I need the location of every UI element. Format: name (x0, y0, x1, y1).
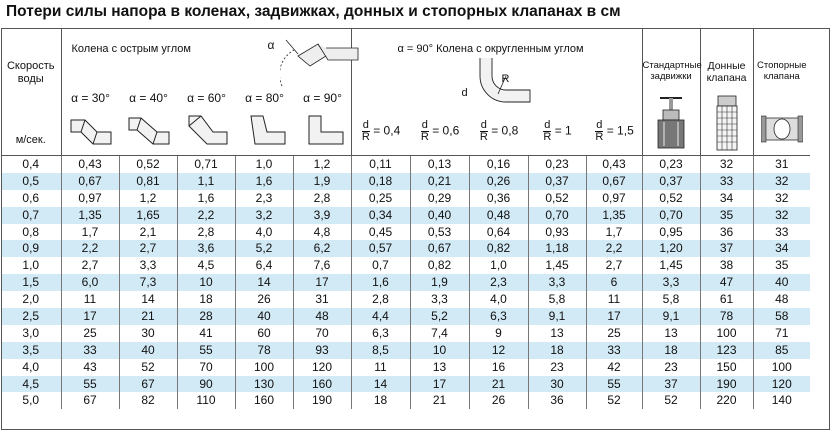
angle-80: α = 80° (245, 91, 284, 105)
loss-cell: 2,1 (119, 224, 177, 241)
loss-cell: 0,13 (410, 156, 469, 173)
loss-cell: 10 (177, 274, 235, 291)
loss-cell: 1,20 (642, 240, 700, 257)
sharp-elbows-label: Колена с острым углом (71, 43, 191, 55)
alpha-symbol: α (267, 38, 275, 52)
loss-cell: 78 (235, 342, 293, 359)
loss-cell: 0,40 (410, 207, 469, 224)
loss-cell: 55 (586, 376, 642, 393)
loss-cell: 17 (410, 376, 469, 393)
loss-cell: 1,6 (177, 190, 235, 207)
loss-cell: 190 (293, 392, 351, 409)
loss-cell: 6 (586, 274, 642, 291)
angle-40: α = 40° (129, 91, 168, 105)
loss-cell: 33 (586, 342, 642, 359)
loss-cell: 6,3 (469, 308, 528, 325)
loss-cell: 2,7 (119, 240, 177, 257)
loss-cell: 1,6 (235, 173, 293, 190)
std-valve-label-1: Стандартные (642, 60, 702, 71)
loss-cell: 13 (410, 359, 469, 376)
loss-cell: 40 (235, 308, 293, 325)
ratio-1: $\frac{d}{R} = 1$ (543, 119, 572, 143)
ratio-04: $\frac{d}{R} = 0,4$ (361, 119, 401, 143)
loss-cell: 18 (177, 291, 235, 308)
loss-cell: 23 (528, 359, 586, 376)
loss-cell: 33 (753, 224, 810, 241)
loss-cell: 0,82 (410, 257, 469, 274)
loss-cell: 34 (753, 240, 810, 257)
loss-cell: 0,25 (351, 190, 410, 207)
loss-cell: 0,53 (410, 224, 469, 241)
loss-cell: 43 (61, 359, 119, 376)
speed-cell: 3,5 (1, 342, 61, 359)
loss-cell: 23 (642, 359, 700, 376)
loss-cell: 26 (469, 392, 528, 409)
loss-cell: 0,45 (351, 224, 410, 241)
loss-cell: 1,6 (351, 274, 410, 291)
loss-cell: 0,21 (410, 173, 469, 190)
loss-cell: 100 (235, 359, 293, 376)
loss-cell: 41 (177, 325, 235, 342)
speed-cell: 0,7 (1, 207, 61, 224)
loss-cell: 2,3 (235, 190, 293, 207)
loss-cell: 33 (700, 173, 753, 190)
loss-cell: 160 (293, 376, 351, 393)
loss-cell: 52 (119, 359, 177, 376)
speed-cell: 0,4 (22, 156, 40, 171)
loss-cell: 25 (586, 325, 642, 342)
loss-cell: 0,23 (528, 156, 586, 173)
loss-cell: 0,52 (528, 190, 586, 207)
loss-cell: 78 (700, 308, 753, 325)
loss-cell: 13 (642, 325, 700, 342)
loss-cell: 31 (753, 156, 810, 173)
loss-cell: 5,2 (410, 308, 469, 325)
loss-cell: 1,0 (235, 156, 293, 173)
loss-cell: 3,3 (410, 291, 469, 308)
round-alpha: α = 90° (397, 43, 434, 55)
loss-cell: 33 (61, 342, 119, 359)
ratio-06: $\frac{d}{R} = 0,6$ (420, 119, 460, 143)
ratio-15: $\frac{d}{R} = 1,5$ (595, 119, 634, 143)
loss-cell: 3,3 (528, 274, 586, 291)
loss-cell: 1,7 (61, 224, 119, 241)
loss-cell: 1,1 (177, 173, 235, 190)
loss-cell: 4,5 (177, 257, 235, 274)
loss-cell: 0,11 (351, 156, 410, 173)
speed-unit: м/сек. (15, 134, 46, 146)
loss-cell: 11 (586, 291, 642, 308)
loss-cell: 220 (700, 392, 753, 409)
loss-cell: 14 (351, 376, 410, 393)
loss-cell: 0,57 (351, 240, 410, 257)
loss-cell: 4,8 (293, 224, 351, 241)
loss-cell: 70 (293, 325, 351, 342)
loss-cell: 21 (410, 392, 469, 409)
loss-cell: 61 (700, 291, 753, 308)
loss-cell: 67 (61, 392, 119, 409)
loss-cell: 0,52 (642, 190, 700, 207)
loss-cell: 40 (753, 274, 810, 291)
loss-cell: 0,26 (469, 173, 528, 190)
loss-cell: 120 (753, 376, 810, 393)
angle-90: α = 90° (303, 91, 342, 105)
std-valve-label-2: задвижки (650, 71, 692, 82)
loss-cell: 123 (700, 342, 753, 359)
loss-cell: 85 (753, 342, 810, 359)
speed-cell: 2,5 (1, 308, 61, 325)
loss-cell: 0,64 (469, 224, 528, 241)
loss-cell: 9 (469, 325, 528, 342)
loss-cell: 48 (753, 291, 810, 308)
loss-cell: 8,5 (351, 342, 410, 359)
loss-cell: 2,2 (61, 240, 119, 257)
loss-cell: 6,0 (61, 274, 119, 291)
loss-cell: 0,67 (61, 173, 119, 190)
table-title: Потери силы напора в коленах, задвижках, донных и стопорных клапанах в см (6, 3, 621, 20)
loss-cell: 0,95 (642, 224, 700, 241)
loss-cell: 18 (528, 342, 586, 359)
loss-cell: 3,3 (119, 257, 177, 274)
loss-cell: 0,16 (469, 156, 528, 173)
loss-cell: 2,2 (177, 207, 235, 224)
rounded-elbows-label: Колена с округленным углом (436, 43, 584, 55)
loss-cell: 37 (700, 240, 753, 257)
loss-cell: 35 (700, 207, 753, 224)
loss-cell: 100 (753, 359, 810, 376)
loss-cell: 0,93 (528, 224, 586, 241)
loss-cell: 52 (586, 392, 642, 409)
loss-cell: 5,8 (642, 291, 700, 308)
loss-cell: 7,6 (293, 257, 351, 274)
loss-cell: 36 (700, 224, 753, 241)
loss-cell: 11 (61, 291, 119, 308)
loss-cell: 55 (177, 342, 235, 359)
loss-cell: 0,29 (410, 190, 469, 207)
loss-cell: 32 (753, 173, 810, 190)
loss-cell: 32 (700, 156, 753, 173)
loss-cell: 16 (469, 359, 528, 376)
loss-cell: 21 (469, 376, 528, 393)
loss-cell: 1,2 (119, 190, 177, 207)
loss-cell: 5,8 (528, 291, 586, 308)
angle-30: α = 30° (71, 91, 110, 105)
round-d-label: d (461, 87, 468, 99)
loss-cell: 17 (61, 308, 119, 325)
loss-cell: 82 (119, 392, 177, 409)
loss-cell: 3,6 (177, 240, 235, 257)
loss-cell: 7,4 (410, 325, 469, 342)
loss-cell: 1,9 (410, 274, 469, 291)
loss-cell: 3,2 (235, 207, 293, 224)
speed-label-line1: Скорость (6, 60, 55, 72)
loss-cell: 2,7 (586, 257, 642, 274)
angle-60: α = 60° (187, 91, 226, 105)
loss-cell: 4,0 (235, 224, 293, 241)
loss-cell: 1,2 (293, 156, 351, 173)
loss-cell: 36 (528, 392, 586, 409)
loss-cell: 0,37 (642, 173, 700, 190)
loss-cell: 7,3 (119, 274, 177, 291)
bottom-valve-label-1: Донные (707, 60, 746, 72)
speed-cell: 4,0 (22, 359, 40, 374)
table-frame (1, 28, 830, 430)
loss-cell: 0,36 (469, 190, 528, 207)
speed-cell: 1,0 (22, 258, 40, 273)
loss-cell: 2,8 (293, 190, 351, 207)
loss-cell: 0,67 (586, 173, 642, 190)
loss-cell: 6,4 (235, 257, 293, 274)
speed-cell: 2,0 (22, 292, 40, 307)
loss-cell: 190 (700, 376, 753, 393)
loss-cell: 120 (293, 359, 351, 376)
stop-valve-label-2: клапана (763, 71, 800, 82)
ratio-08: $\frac{d}{R} = 0,8$ (479, 119, 519, 143)
loss-cell: 0,67 (410, 240, 469, 257)
loss-cell: 35 (753, 257, 810, 274)
loss-cell: 3,9 (293, 207, 351, 224)
loss-cell: 0,34 (351, 207, 410, 224)
loss-cell: 0,81 (119, 173, 177, 190)
loss-cell: 25 (61, 325, 119, 342)
loss-cell: 0,52 (119, 156, 177, 173)
loss-cell: 0,43 (586, 156, 642, 173)
loss-cell: 37 (642, 376, 700, 393)
loss-cell: 90 (177, 376, 235, 393)
loss-cell: 70 (177, 359, 235, 376)
loss-cell: 52 (642, 392, 700, 409)
loss-cell: 0,70 (642, 207, 700, 224)
speed-cell: 0,5 (1, 173, 61, 190)
loss-cell: 0,48 (469, 207, 528, 224)
round-R-label: R (501, 73, 510, 85)
loss-cell: 48 (293, 308, 351, 325)
loss-cell: 42 (586, 359, 642, 376)
speed-cell: 3,0 (22, 325, 40, 340)
loss-cell: 30 (119, 325, 177, 342)
loss-cell: 4,0 (469, 291, 528, 308)
loss-cell: 14 (235, 274, 293, 291)
loss-cell: 1,35 (61, 207, 119, 224)
loss-cell: 100 (700, 325, 753, 342)
loss-cell: 2,8 (177, 224, 235, 241)
loss-cell: 28 (177, 308, 235, 325)
loss-cell: 47 (700, 274, 753, 291)
loss-cell: 71 (753, 325, 810, 342)
loss-cell: 0,71 (177, 156, 235, 173)
loss-cell: 10 (410, 342, 469, 359)
loss-cell: 18 (351, 392, 410, 409)
loss-cell: 38 (700, 257, 753, 274)
loss-cell: 30 (528, 376, 586, 393)
loss-cell: 150 (700, 359, 753, 376)
loss-cell: 32 (753, 190, 810, 207)
speed-cell: 0,6 (22, 190, 40, 205)
loss-cell: 3,3 (642, 274, 700, 291)
loss-cell: 4,4 (351, 308, 410, 325)
speed-cell: 0,8 (22, 224, 40, 239)
loss-cell: 0,82 (469, 240, 528, 257)
loss-cell: 21 (119, 308, 177, 325)
speed-label-line2: воды (17, 73, 44, 85)
loss-cell: 1,7 (586, 224, 642, 241)
loss-cell: 6,2 (293, 240, 351, 257)
loss-cell: 0,43 (61, 156, 119, 173)
loss-cell: 0,97 (61, 190, 119, 207)
loss-cell: 13 (528, 325, 586, 342)
loss-cell: 55 (61, 376, 119, 393)
loss-cell: 1,65 (119, 207, 177, 224)
loss-cell: 130 (235, 376, 293, 393)
loss-cell: 6,3 (351, 325, 410, 342)
loss-cell: 58 (753, 308, 810, 325)
loss-cell: 0,70 (528, 207, 586, 224)
loss-cell: 67 (119, 376, 177, 393)
speed-cell: 1,5 (1, 274, 61, 291)
loss-cell: 18 (642, 342, 700, 359)
loss-cell: 17 (293, 274, 351, 291)
loss-cell: 2,2 (586, 240, 642, 257)
bottom-valve-label-2: клапана (706, 72, 747, 84)
loss-cell: 110 (177, 392, 235, 409)
stop-valve-label-1: Стопорные (757, 60, 807, 71)
loss-cell: 140 (753, 392, 810, 409)
loss-cell: 1,45 (642, 257, 700, 274)
loss-cell: 0,23 (642, 156, 700, 173)
loss-cell: 1,18 (528, 240, 586, 257)
loss-cell: 2,8 (351, 291, 410, 308)
loss-cell: 40 (119, 342, 177, 359)
loss-cell: 60 (235, 325, 293, 342)
loss-cell: 14 (119, 291, 177, 308)
speed-cell: 4,5 (1, 376, 61, 393)
loss-cell: 17 (586, 308, 642, 325)
loss-cell: 9,1 (642, 308, 700, 325)
loss-cell: 0,18 (351, 173, 410, 190)
loss-cell: 31 (293, 291, 351, 308)
loss-cell: 1,35 (586, 207, 642, 224)
loss-cell: 0,7 (351, 257, 410, 274)
loss-cell: 160 (235, 392, 293, 409)
loss-cell: 0,37 (528, 173, 586, 190)
loss-cell: 11 (351, 359, 410, 376)
loss-cell: 1,0 (469, 257, 528, 274)
loss-cell: 2,7 (61, 257, 119, 274)
loss-cell: 32 (753, 207, 810, 224)
loss-cell: 1,9 (293, 173, 351, 190)
loss-cell: 93 (293, 342, 351, 359)
speed-cell: 0,9 (1, 240, 61, 257)
loss-cell: 12 (469, 342, 528, 359)
loss-cell: 2,3 (469, 274, 528, 291)
loss-cell: 5,2 (235, 240, 293, 257)
loss-cell: 0,97 (586, 190, 642, 207)
loss-cell: 9,1 (528, 308, 586, 325)
speed-cell: 5,0 (22, 393, 40, 408)
loss-cell: 26 (235, 291, 293, 308)
loss-cell: 34 (700, 190, 753, 207)
loss-cell: 1,45 (528, 257, 586, 274)
